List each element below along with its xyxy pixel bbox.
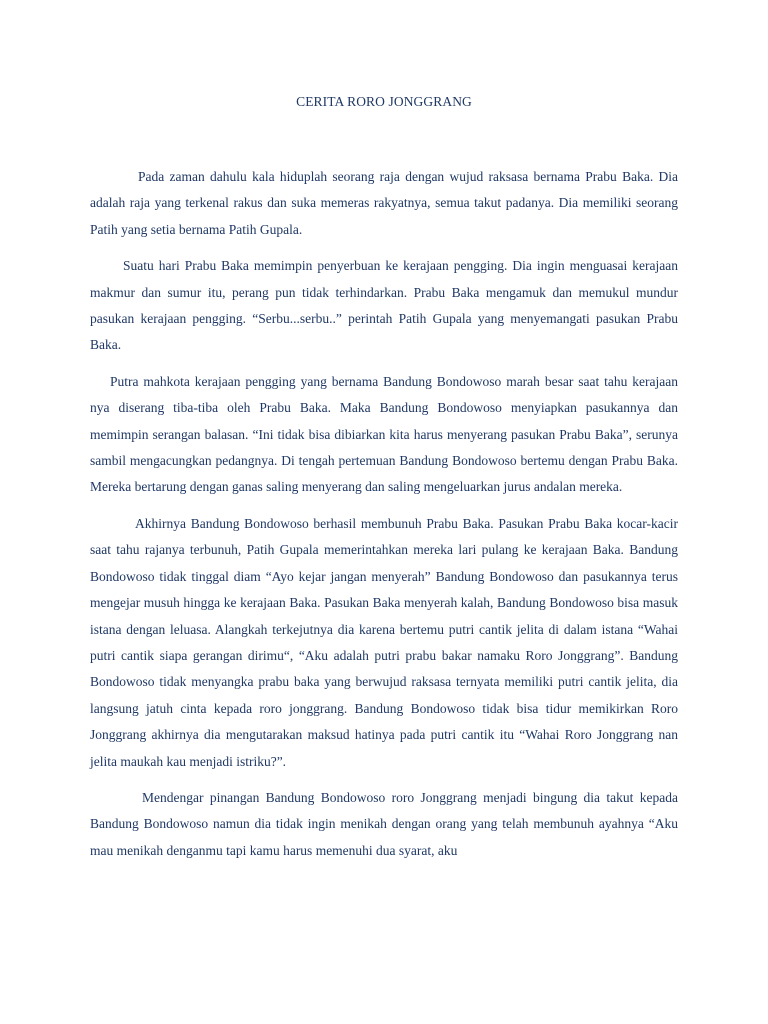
document-body (90, 164, 678, 874)
document-title: CERITA RORO JONGGRANG (296, 94, 472, 109)
paragraph-4: Akhirnya Bandung Bondowoso berhasil membunuh Prabu Baka. Pasukan Prabu Baka kocar-kacir saat tahu rajanya terbunuh, Patih Gupala memerintahkan mereka lari pulang ke kerajaan Baka. Bandung Bondowoso tidak tinggal diam “Ayo kejar jangan menyerah” Bandung Bondowoso dan pasukannya terus mengejar musuh hingga ke kerajaan Baka. Pasukan Baka menyerah kalah, Bandung Bondowoso bisa masuk istana dengan leluasa. Alangkah terkejutnya dia karena bertemu putri cantik jelita di dalam istana “Wahai putri cantik siapa gerangan dirimu“, “Aku adalah putri prabu bakar namaku Roro Jonggrang”. Bandung Bondowoso tidak menyangka prabu baka yang berwujud raksasa ternyata memiliki putri cantik jelita, dia langsung jatuh cinta kepada roro jonggrang. Bandung Bondowoso tidak bisa tidur memikirkan Roro Jonggrang akhirnya dia mengutarakan maksud hatinya pada putri cantik itu “Wahai Roro Jonggrang nan jelita maukah kau menjadi istriku?”. (90, 515, 678, 769)
paragraph-2: Suatu hari Prabu Baka memimpin penyerbuan ke kerajaan pengging. Dia ingin menguasai kerajaan makmur dan sumur itu, perang pun tidak terhindarkan. Prabu Baka mengamuk dan memukul mundur pasukan kerajaan pengging. “Serbu...serbu..” perintah Patih Gupala yang menyemangati pasukan Prabu Baka. (90, 258, 678, 353)
paragraph-3: Putra mahkota kerajaan pengging yang bernama Bandung Bondowoso marah besar saat tahu kerajaan nya diserang tiba-tiba oleh Prabu Baka. Maka Bandung Bondowoso menyiapkan pasukannya dan memimpin serangan balasan. “Ini tidak bisa dibiarkan kita harus menyerang pasukan Prabu Baka”, serunya sambil mengacungkan pedangnya. Di tengah pertemuan Bandung Bondowoso bertemu dengan Prabu Baka. Mereka bertarung dengan ganas saling menyerang dan saling mengeluarkan jurus andalan mereka. (90, 373, 678, 495)
paragraph-5: Mendengar pinangan Bandung Bondowoso roro Jonggrang menjadi bingung dia takut kepada Bandung Bondowoso namun dia tidak ingin menikah dengan orang yang telah membunuh ayahnya “Aku mau menikah denganmu tapi kamu harus memenuhi dua syarat, aku (90, 789, 678, 858)
paragraph-1: Pada zaman dahulu kala hiduplah seorang raja dengan wujud raksasa bernama Prabu Baka. Dia adalah raja yang terkenal rakus dan suka memeras rakyatnya, semua takut padanya. Dia memiliki seorang Patih yang setia bernama Patih Gupala. (90, 169, 678, 237)
